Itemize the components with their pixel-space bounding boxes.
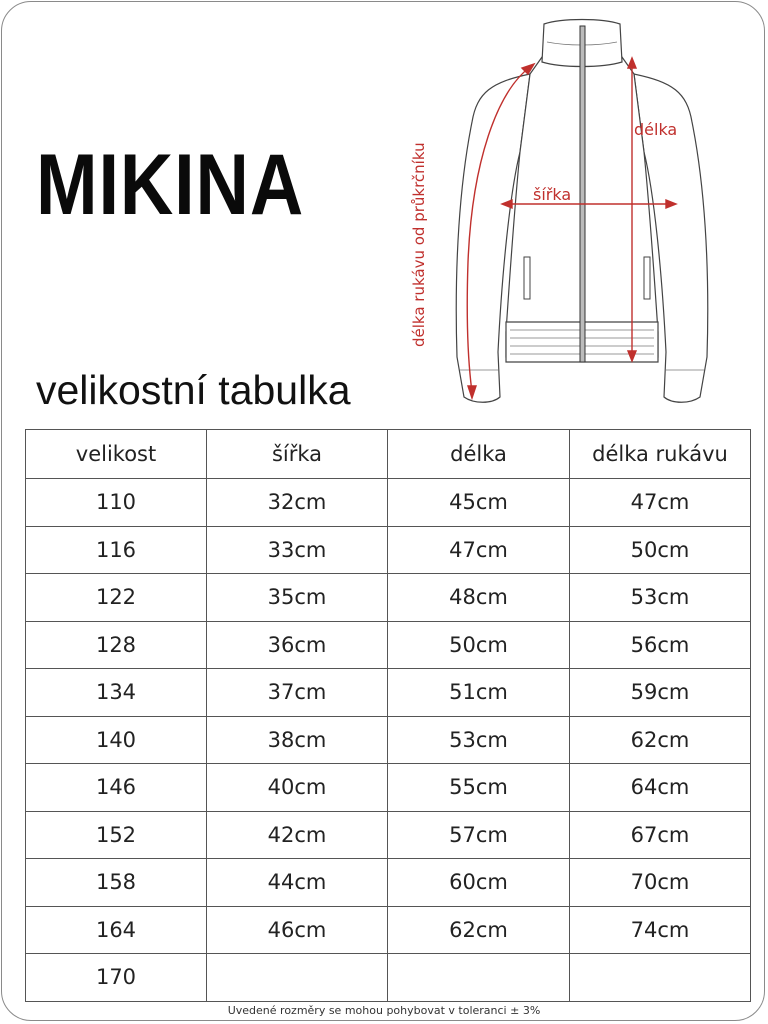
length-label: délka	[634, 120, 678, 139]
sleeve-cell: 67cm	[570, 811, 751, 859]
sleeve-cell: 74cm	[570, 906, 751, 954]
table-row	[26, 526, 751, 574]
table-row	[26, 764, 751, 812]
sleeve-cell: 50cm	[570, 526, 751, 574]
length-cell: 55cm	[388, 764, 570, 812]
width-cell	[207, 954, 388, 1002]
width-cell: 36cm	[207, 621, 388, 669]
sleeve-cell: 62cm	[570, 716, 751, 764]
width-cell: 42cm	[207, 811, 388, 859]
header-delka-rukavu: délka rukávu	[570, 430, 751, 479]
length-cell: 57cm	[388, 811, 570, 859]
length-cell: 50cm	[388, 621, 570, 669]
jacket-illustration	[402, 12, 762, 412]
chart-subtitle: velikostní tabulka	[36, 367, 351, 413]
table-row	[26, 669, 751, 717]
product-title: MIKINA	[36, 137, 305, 233]
sleeve-cell	[570, 954, 751, 1002]
size-cell: 116	[26, 526, 207, 574]
width-cell: 33cm	[207, 526, 388, 574]
table-row	[26, 621, 751, 669]
length-cell	[388, 954, 570, 1002]
length-cell: 48cm	[388, 574, 570, 622]
header-sirka: šířka	[207, 430, 388, 479]
sleeve-length-label: délka rukávu od průkrčníku	[410, 142, 428, 347]
size-cell: 134	[26, 669, 207, 717]
sleeve-cell: 53cm	[570, 574, 751, 622]
sleeve-cell: 59cm	[570, 669, 751, 717]
width-cell: 46cm	[207, 906, 388, 954]
length-cell: 62cm	[388, 906, 570, 954]
size-chart-card	[1, 1, 765, 1021]
size-cell: 110	[26, 479, 207, 527]
size-cell: 170	[26, 954, 207, 1002]
sleeve-cell: 64cm	[570, 764, 751, 812]
width-cell: 38cm	[207, 716, 388, 764]
table-row	[26, 574, 751, 622]
size-cell: 152	[26, 811, 207, 859]
sleeve-cell: 56cm	[570, 621, 751, 669]
size-cell: 158	[26, 859, 207, 907]
size-table	[25, 429, 751, 1002]
table-row	[26, 716, 751, 764]
width-cell: 37cm	[207, 669, 388, 717]
sleeve-cell: 47cm	[570, 479, 751, 527]
length-cell: 53cm	[388, 716, 570, 764]
size-cell: 128	[26, 621, 207, 669]
size-cell: 146	[26, 764, 207, 812]
width-cell: 32cm	[207, 479, 388, 527]
table-row	[26, 479, 751, 527]
table-row	[26, 811, 751, 859]
width-cell: 40cm	[207, 764, 388, 812]
header-delka: délka	[388, 430, 570, 479]
width-cell: 44cm	[207, 859, 388, 907]
header-velikost: velikost	[26, 430, 207, 479]
tolerance-footnote: Uvedené rozměry se mohou pohybovat v toleranci ± 3%	[227, 1004, 541, 1017]
size-cell: 164	[26, 906, 207, 954]
size-cell: 122	[26, 574, 207, 622]
table-row	[26, 906, 751, 954]
sleeve-cell: 70cm	[570, 859, 751, 907]
width-cell: 35cm	[207, 574, 388, 622]
length-cell: 60cm	[388, 859, 570, 907]
width-label: šířka	[533, 185, 572, 204]
length-cell: 45cm	[388, 479, 570, 527]
size-cell: 140	[26, 716, 207, 764]
length-cell: 47cm	[388, 526, 570, 574]
table-header-row	[26, 430, 751, 479]
length-cell: 51cm	[388, 669, 570, 717]
table-row	[26, 859, 751, 907]
table-row	[26, 954, 751, 1002]
